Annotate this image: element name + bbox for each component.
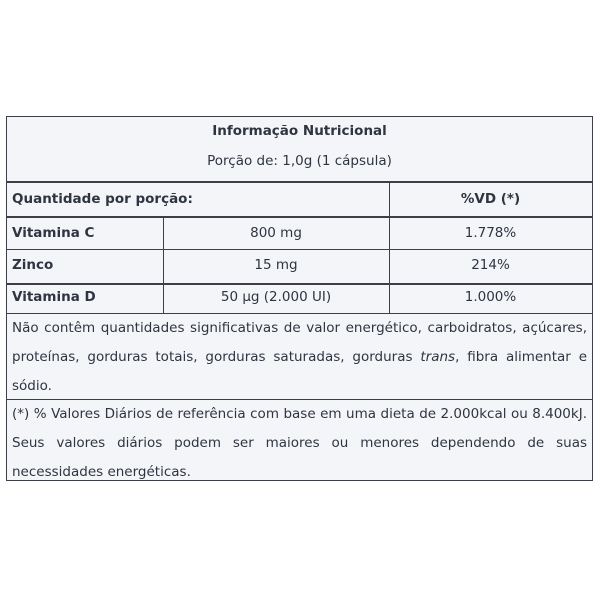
daily-values-footnote: (*) % Valores Diários de referência com base em uma dieta de 2.000kcal ou 8.400kJ. Seus valores diários podem ser maiores ou menores dependendo de suas necessidades energéticas. [12, 406, 587, 480]
divider [7, 283, 592, 285]
nutrient-amount: 50 µg (2.000 UI) [220, 289, 332, 305]
divider [7, 181, 592, 183]
divider [7, 249, 592, 250]
column-divider [389, 181, 390, 313]
insignificant-amounts-note: Não contêm quantidades significativas de valor energético, carboidratos, açúcares, proteínas, gorduras totais, gorduras saturadas, gorduras trans, fibra alimentar e sódio. [12, 320, 587, 394]
nutrient-amount: 15 mg [254, 257, 298, 273]
nutrient-name: Vitamina C [12, 225, 95, 241]
nutrition-facts-table [6, 116, 593, 481]
vd-header: %VD (*) [460, 191, 521, 207]
column-divider [163, 216, 164, 313]
nutrient-vd: 1.000% [464, 289, 517, 305]
divider [7, 216, 592, 218]
nutrient-amount: 800 mg [250, 225, 302, 241]
portion-size: Porção de: 1,0g (1 cápsula) [207, 153, 392, 169]
quantity-header: Quantidade por porção: [12, 191, 193, 207]
nutrient-vd: 214% [471, 257, 510, 273]
nutrient-vd: 1.778% [464, 225, 517, 241]
nutrient-name: Zinco [12, 257, 54, 273]
table-title: Informação Nutricional [212, 123, 387, 139]
nutrient-name: Vitamina D [12, 289, 96, 305]
